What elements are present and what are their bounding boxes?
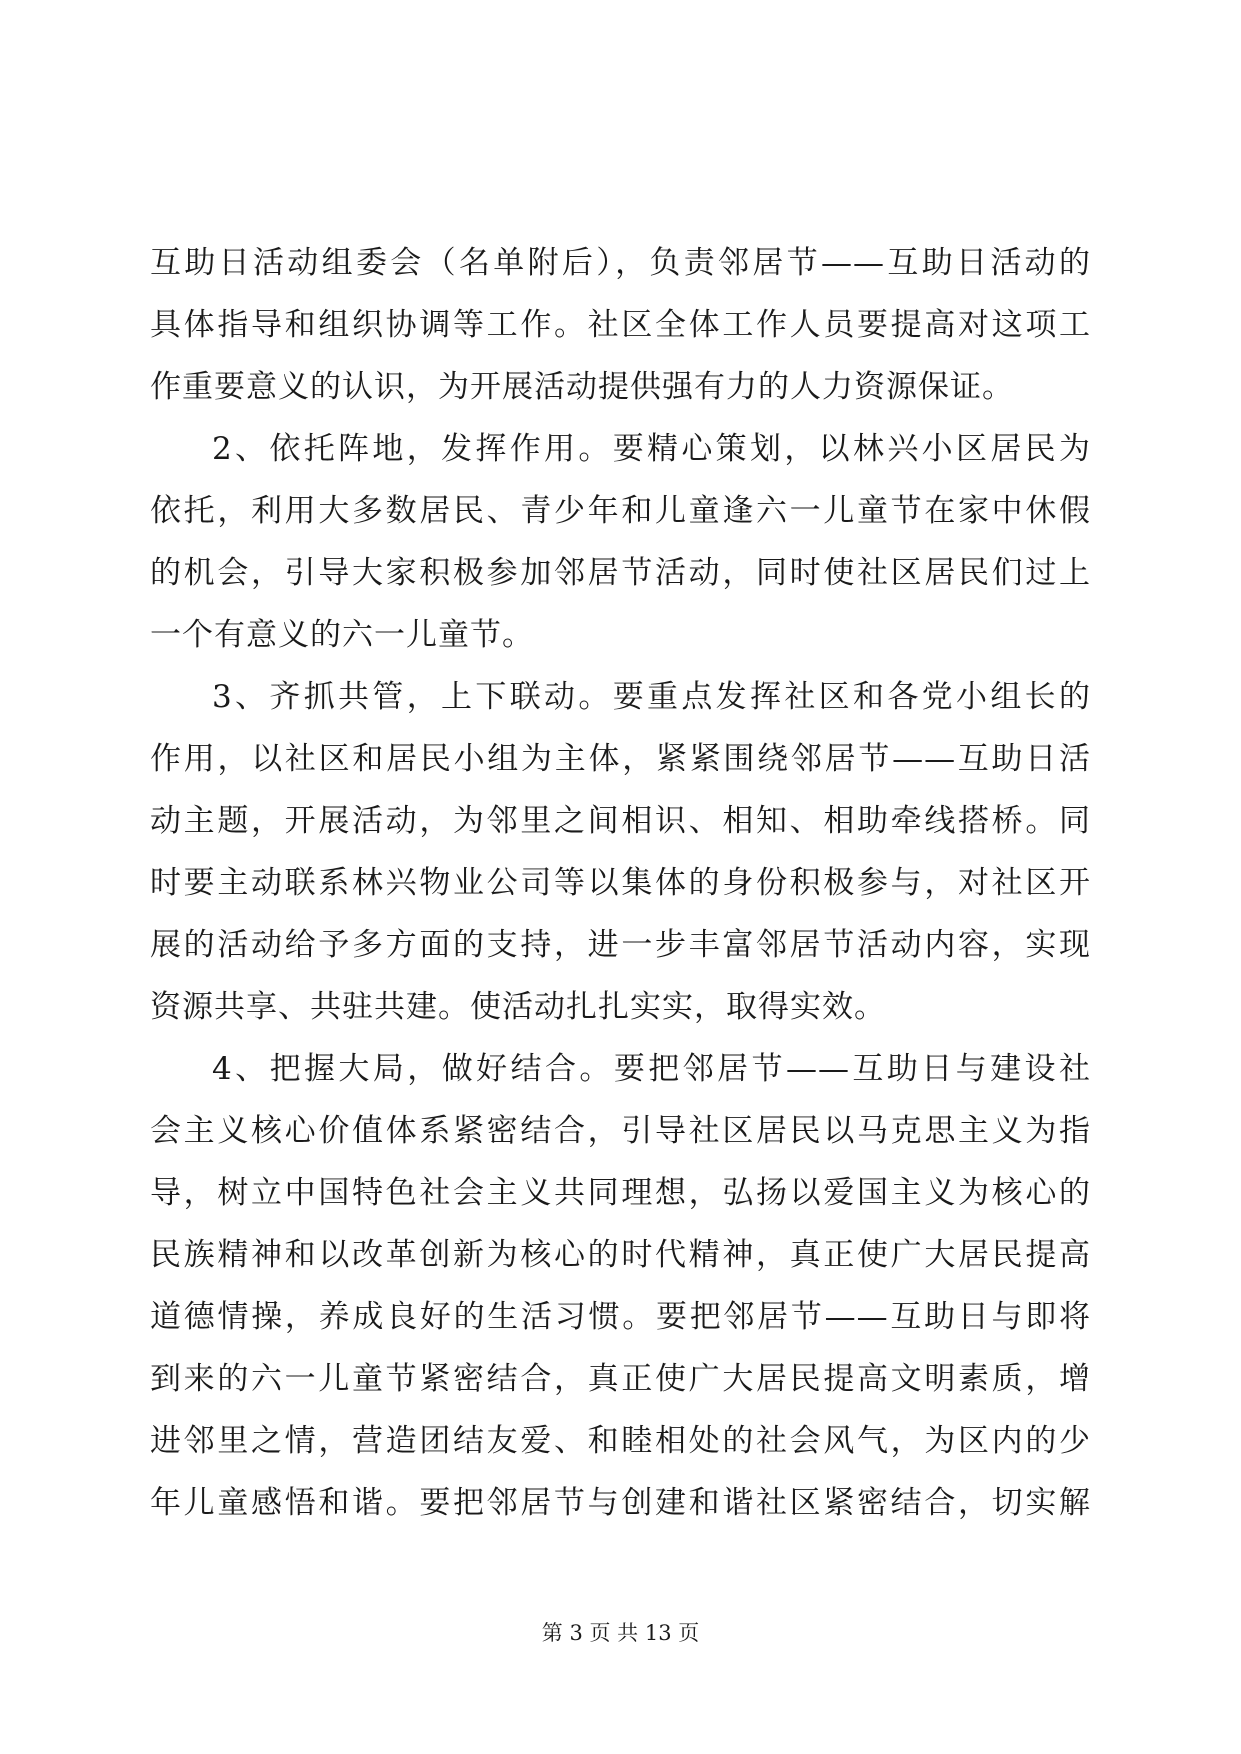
paragraph-2-line: 2、依托阵地，发挥作用。要精心策划，以林兴小区居民为: [212, 431, 1091, 467]
paragraph-4-line: 民族精神和以改革创新为核心的时代精神，真正使广大居民提高: [150, 1237, 1091, 1273]
document-body: [150, 232, 1091, 1534]
paragraph-3-line: 展的活动给予多方面的支持，进一步丰富邻居节活动内容，实现: [150, 927, 1091, 963]
page-footer: 第 3 页 共 13 页: [541, 1621, 700, 1645]
paragraph-1-line: 作重要意义的认识，为开展活动提供强有力的人力资源保证。: [150, 369, 1014, 405]
paragraph-4-line: 进邻里之情，营造团结友爱、和睦相处的社会风气，为区内的少: [150, 1423, 1091, 1459]
paragraph-3-line: 时要主动联系林兴物业公司等以集体的身份积极参与，对社区开: [150, 865, 1091, 901]
paragraph-4-line: 4、把握大局，做好结合。要把邻居节——互助日与建设社: [212, 1051, 1091, 1087]
paragraph-3-line: 动主题，开展活动，为邻里之间相识、相知、相助牵线搭桥。同: [150, 803, 1091, 839]
paragraph-3-line: 资源共享、共驻共建。使活动扎扎实实，取得实效。: [150, 989, 886, 1025]
paragraph-3-line: 作用，以社区和居民小组为主体，紧紧围绕邻居节——互助日活: [150, 741, 1091, 777]
paragraph-1-line: 互助日活动组委会（名单附后），负责邻居节——互助日活动的: [150, 245, 1091, 281]
paragraph-2-line: 的机会，引导大家积极参加邻居节活动，同时使社区居民们过上: [150, 555, 1091, 591]
paragraph-1-line: 具体指导和组织协调等工作。社区全体工作人员要提高对这项工: [150, 307, 1091, 343]
paragraph-2-line: 依托，利用大多数居民、青少年和儿童逢六一儿童节在家中休假: [150, 493, 1091, 529]
paragraph-4-line: 会主义核心价值体系紧密结合，引导社区居民以马克思主义为指: [150, 1113, 1091, 1149]
paragraph-4-line: 到来的六一儿童节紧密结合，真正使广大居民提高文明素质，增: [150, 1361, 1091, 1397]
paragraph-2-line: 一个有意义的六一儿童节。: [150, 617, 534, 653]
paragraph-4-line: 道德情操，养成良好的生活习惯。要把邻居节——互助日与即将: [150, 1299, 1091, 1335]
paragraph-4-line: 导，树立中国特色社会主义共同理想，弘扬以爱国主义为核心的: [150, 1175, 1091, 1211]
paragraph-3-line: 3、齐抓共管，上下联动。要重点发挥社区和各党小组长的: [212, 679, 1091, 715]
paragraph-4-line: 年儿童感悟和谐。要把邻居节与创建和谐社区紧密结合，切实解: [150, 1485, 1091, 1521]
